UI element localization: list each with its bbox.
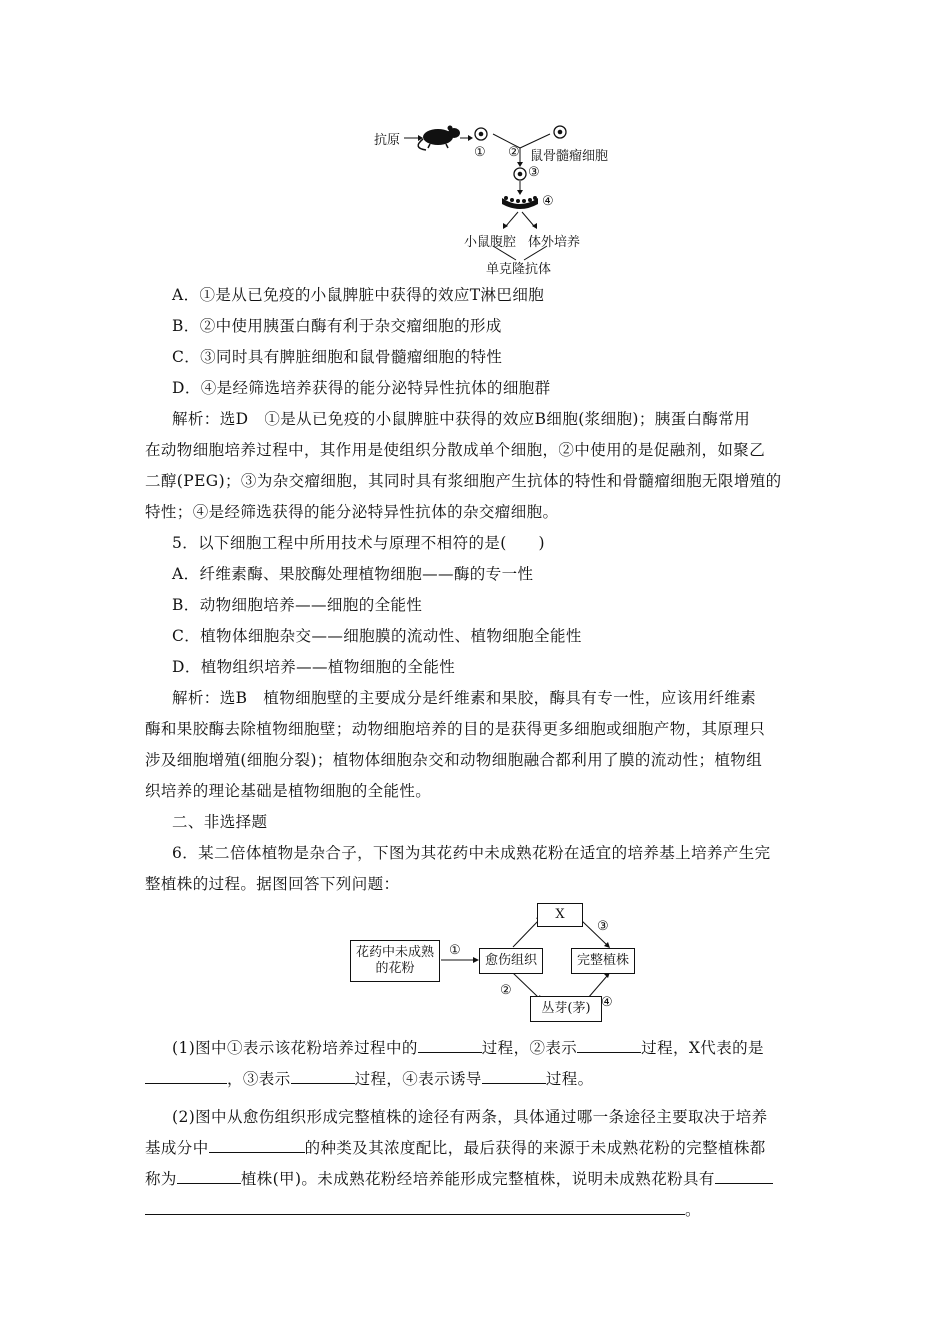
callus-box xyxy=(479,948,543,974)
figure-pollen-culture xyxy=(345,900,645,1025)
q5-stem: 5．以下细胞工程中所用技术与原理不相符的是( ) xyxy=(172,534,545,552)
q6-1-text: (1)图中①表示该花粉培养过程中的 xyxy=(172,1039,418,1057)
arrow-2-marker: ② xyxy=(500,983,512,998)
bud-label: 丛芽(茅) xyxy=(541,1001,591,1016)
whole-plant-box xyxy=(571,948,635,974)
x-label: X xyxy=(555,907,565,922)
cell-group-icon xyxy=(502,196,538,209)
mouse-cavity-label: 小鼠腹腔 xyxy=(464,235,517,250)
q6-2-text: 植株(甲)。未成熟花粉经培养能形成完整植株，说明未成熟花粉具有 xyxy=(240,1170,715,1188)
q5-analysis-line: 酶和果胶酶去除植物细胞壁；动物细胞培养的目的是获得更多细胞或细胞产物，其原理只 xyxy=(145,720,766,738)
pollen-box xyxy=(350,940,440,982)
q4-analysis-line: 在动物细胞培养过程中，其作用是使组织分散成单个细胞，②中使用的是促融剂，如聚乙 xyxy=(145,441,766,459)
figure1-drawing xyxy=(360,118,630,278)
in-vitro-label: 体外培养 xyxy=(528,235,581,250)
q4-option-d: D．④是经筛选培养获得的能分泌特异性抗体的细胞群 xyxy=(172,379,551,397)
q5-option-c: C．植物体细胞杂交——细胞膜的流动性、植物细胞全能性 xyxy=(172,627,582,645)
step-4-marker: ④ xyxy=(542,194,554,209)
mouse-icon xyxy=(418,126,460,151)
q6-1-text: 过程，④表示诱导 xyxy=(354,1070,482,1088)
step-2-marker: ② xyxy=(508,145,520,160)
x-box xyxy=(537,903,583,927)
antigen-label: 抗原 xyxy=(374,133,401,148)
answer-blank[interactable] xyxy=(177,1169,241,1184)
q4-option-a: A．①是从已免疫的小鼠脾脏中获得的效应T淋巴细胞 xyxy=(172,286,545,304)
answer-blank[interactable] xyxy=(145,1069,227,1084)
q6-part1-line1 xyxy=(172,1038,764,1058)
callus-label: 愈伤组织 xyxy=(484,953,537,968)
q6-2-text: 。 xyxy=(685,1201,701,1219)
q6-part2-line4 xyxy=(145,1200,701,1220)
answer-blank[interactable] xyxy=(145,1200,685,1215)
q6-stem-line: 6．某二倍体植物是杂合子，下图为其花药中未成熟花粉在适宜的培养基上培养产生完 xyxy=(172,844,771,862)
q6-part2-line2 xyxy=(145,1138,766,1158)
q6-1-text: 过程，②表示 xyxy=(481,1039,578,1057)
q6-part2-line3 xyxy=(145,1169,773,1189)
q4-analysis-line: 特性；④是经筛选获得的能分泌特异性抗体的杂交瘤细胞。 xyxy=(145,503,559,521)
q6-1-text: 过程，X代表的是 xyxy=(641,1039,764,1057)
answer-blank[interactable] xyxy=(577,1038,641,1053)
q6-part1-line2 xyxy=(145,1069,594,1089)
q6-1-text: 过程。 xyxy=(545,1070,594,1088)
q5-analysis-line: 解析：选B 植物细胞壁的主要成分是纤维素和果胶，酶具有专一性，应该用纤维素 xyxy=(172,689,757,707)
q5-option-a: A．纤维素酶、果胶酶处理植物细胞——酶的专一性 xyxy=(172,565,534,583)
answer-blank[interactable] xyxy=(482,1069,546,1084)
cell-3-marker: ③ xyxy=(528,165,540,180)
section-heading: 二、非选择题 xyxy=(172,813,268,831)
whole-plant-label: 完整植株 xyxy=(576,953,629,968)
q6-part2-line1: (2)图中从愈伤组织形成完整植株的途径有两条，具体通过哪一条途径主要取决于培养 xyxy=(172,1108,768,1126)
answer-blank[interactable] xyxy=(291,1069,355,1084)
q5-option-d: D．植物组织培养——植物细胞的全能性 xyxy=(172,658,456,676)
q4-option-c: C．③同时具有脾脏细胞和鼠骨髓瘤细胞的特性 xyxy=(172,348,503,366)
q6-2-text: 的种类及其浓度配比，最后获得的来源于未成熟花粉的完整植株都 xyxy=(304,1139,766,1157)
q6-2-text: 基成分中 xyxy=(145,1139,209,1157)
arrow-1-marker: ① xyxy=(449,943,461,958)
pollen-label-line2: 的花粉 xyxy=(375,961,415,976)
arrow-4-marker: ④ xyxy=(601,995,613,1010)
q6-stem-line: 整植株的过程。据图回答下列问题： xyxy=(145,875,400,893)
q6-1-text: ，③表示 xyxy=(227,1070,291,1088)
figure-monoclonal-antibody xyxy=(360,118,630,278)
antibody-label: 单克隆抗体 xyxy=(486,262,552,277)
q4-option-b: B．②中使用胰蛋白酶有利于杂交瘤细胞的形成 xyxy=(172,317,502,335)
q6-2-text: 称为 xyxy=(145,1170,177,1188)
myeloma-label: 鼠骨髓瘤细胞 xyxy=(530,149,609,164)
arrow-3-marker: ③ xyxy=(597,919,609,934)
cell-1-marker: ① xyxy=(474,145,486,160)
q4-analysis-line: 解析：选D ①是从已免疫的小鼠脾脏中获得的效应B细胞(浆细胞)；胰蛋白酶常用 xyxy=(172,410,751,428)
q5-analysis-line: 织培养的理论基础是植物细胞的全能性。 xyxy=(145,782,432,800)
pollen-label-line1: 花药中未成熟 xyxy=(355,945,434,960)
bud-box xyxy=(530,996,602,1022)
answer-blank[interactable] xyxy=(715,1169,773,1184)
q5-analysis-line: 涉及细胞增殖(细胞分裂)；植物体细胞杂交和动物细胞融合都利用了膜的流动性；植物组 xyxy=(145,751,763,769)
q4-analysis-line: 二醇(PEG)；③为杂交瘤细胞，其同时具有浆细胞产生抗体的特性和骨髓瘤细胞无限增殖的 xyxy=(145,472,782,490)
q5-option-b: B．动物细胞培养——细胞的全能性 xyxy=(172,596,423,614)
answer-blank[interactable] xyxy=(209,1138,305,1153)
answer-blank[interactable] xyxy=(418,1038,482,1053)
